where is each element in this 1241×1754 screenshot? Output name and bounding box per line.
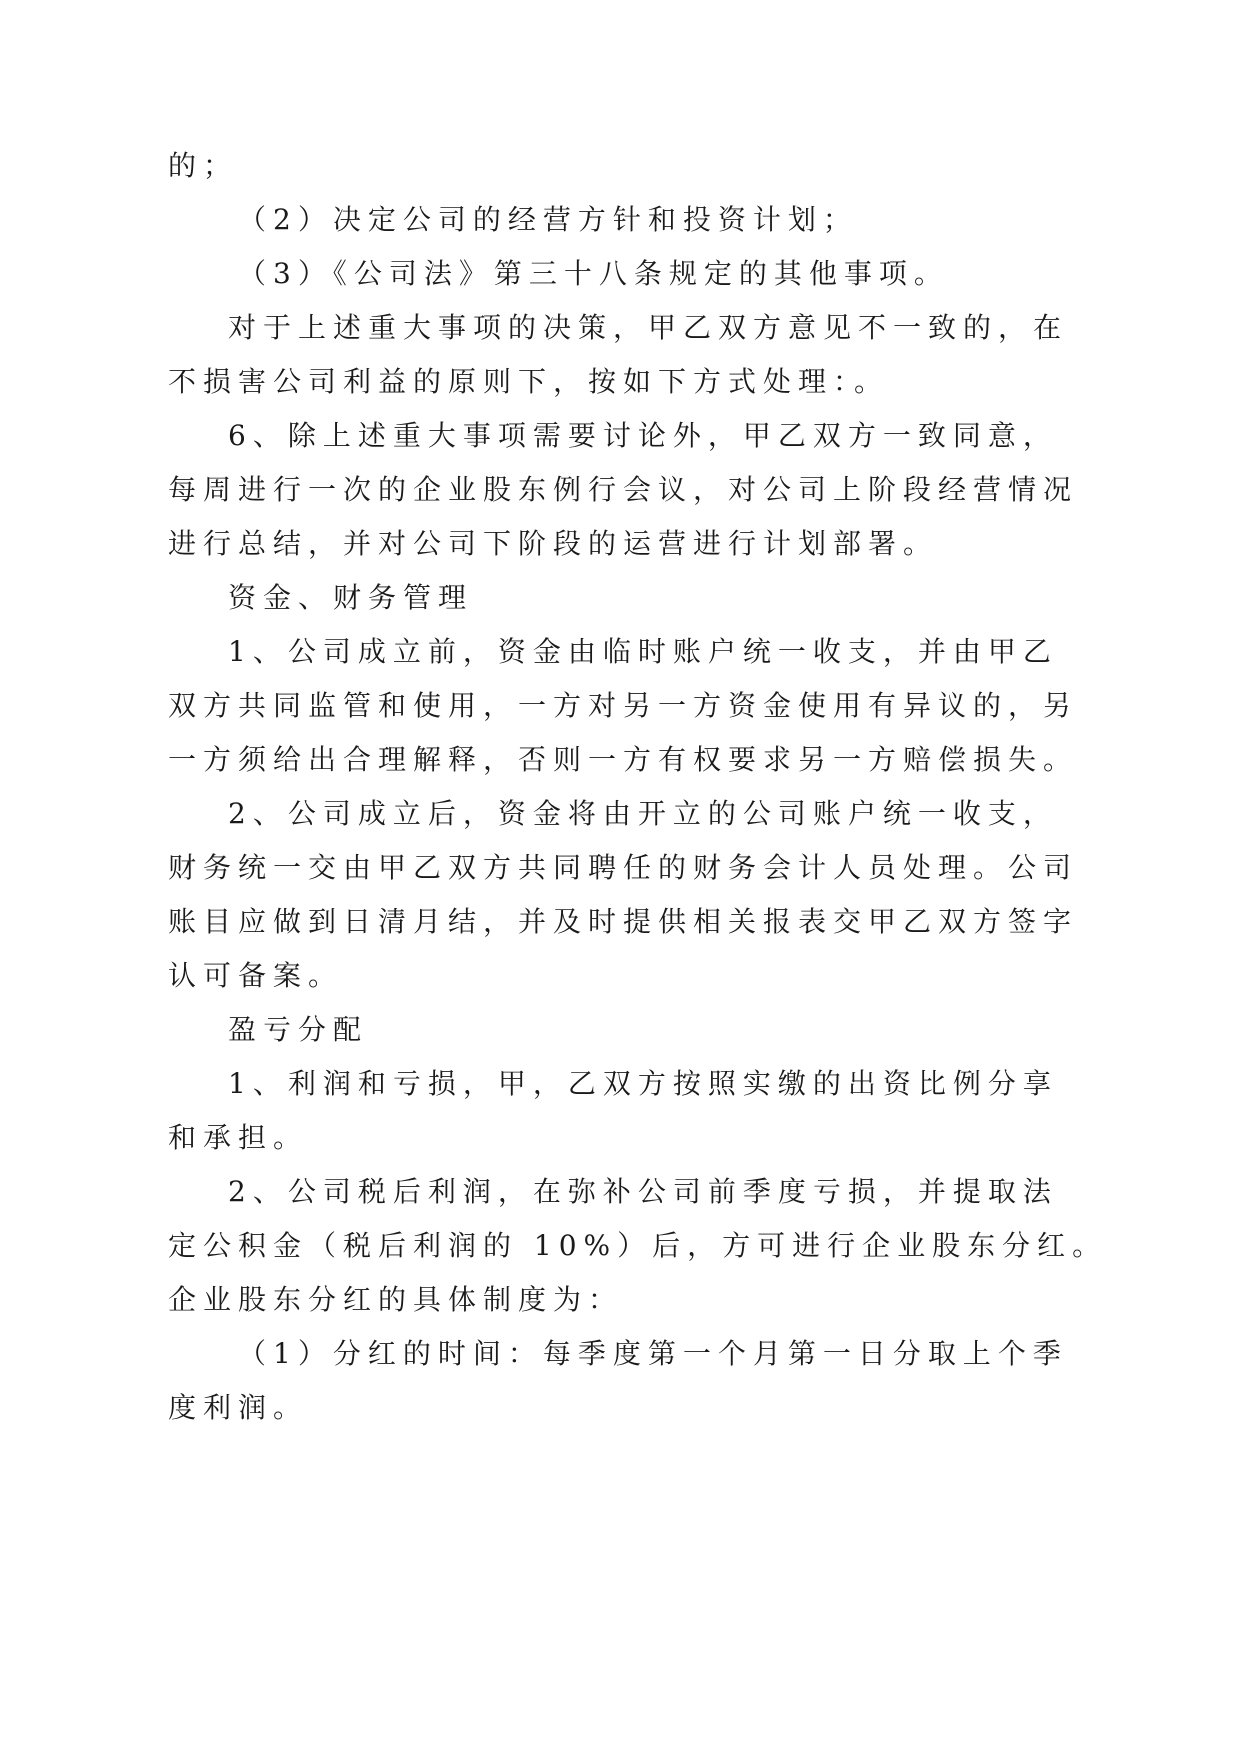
text-line: 企业股东分红的具体制度为： — [168, 1283, 624, 1316]
text-line: 一方须给出合理解释，否则一方有权要求另一方赔偿损失。 — [168, 743, 1079, 776]
text-line: 1、利润和亏损，甲，乙双方按照实缴的出资比例分享 — [228, 1067, 1058, 1100]
text-line: 的； — [168, 149, 239, 182]
text-line: 财务统一交由甲乙双方共同聘任的财务会计人员处理。公司 — [168, 851, 1079, 884]
text-line: 和承担。 — [168, 1121, 309, 1154]
text-line: 1、公司成立前，资金由临时账户统一收支，并由甲乙 — [228, 635, 1058, 668]
text-line: 对于上述重大事项的决策，甲乙双方意见不一致的，在 — [228, 311, 1069, 344]
text-line: 度利润。 — [168, 1391, 309, 1424]
text-line: 账目应做到日清月结，并及时提供相关报表交甲乙双方签字 — [168, 905, 1079, 938]
text-line: 进行总结，并对公司下阶段的运营进行计划部署。 — [168, 527, 939, 560]
text-line: 双方共同监管和使用，一方对另一方资金使用有异议的，另 — [168, 689, 1079, 722]
text-line: 定公积金（税后利润的 10%）后，方可进行企业股东分红。 — [168, 1229, 1108, 1262]
text-line: 每周进行一次的企业股东例行会议，对公司上阶段经营情况 — [168, 473, 1079, 506]
section-heading: 盈亏分配 — [228, 1013, 369, 1046]
text-line: （1）分红的时间：每季度第一个月第一日分取上个季 — [238, 1337, 1068, 1370]
text-line: 2、公司成立后，资金将由开立的公司账户统一收支， — [228, 797, 1058, 830]
text-line: 不损害公司利益的原则下，按如下方式处理：。 — [168, 365, 890, 398]
text-line: 2、公司税后利润，在弥补公司前季度亏损，并提取法 — [228, 1175, 1058, 1208]
text-line: 6、除上述重大事项需要讨论外，甲乙双方一致同意， — [228, 419, 1058, 452]
section-heading: 资金、财务管理 — [228, 581, 474, 614]
text-line: （3）《公司法》第三十八条规定的其他事项。 — [238, 257, 949, 290]
text-line: 认可备案。 — [168, 959, 344, 992]
text-line: （2）决定公司的经营方针和投资计划； — [238, 203, 858, 236]
